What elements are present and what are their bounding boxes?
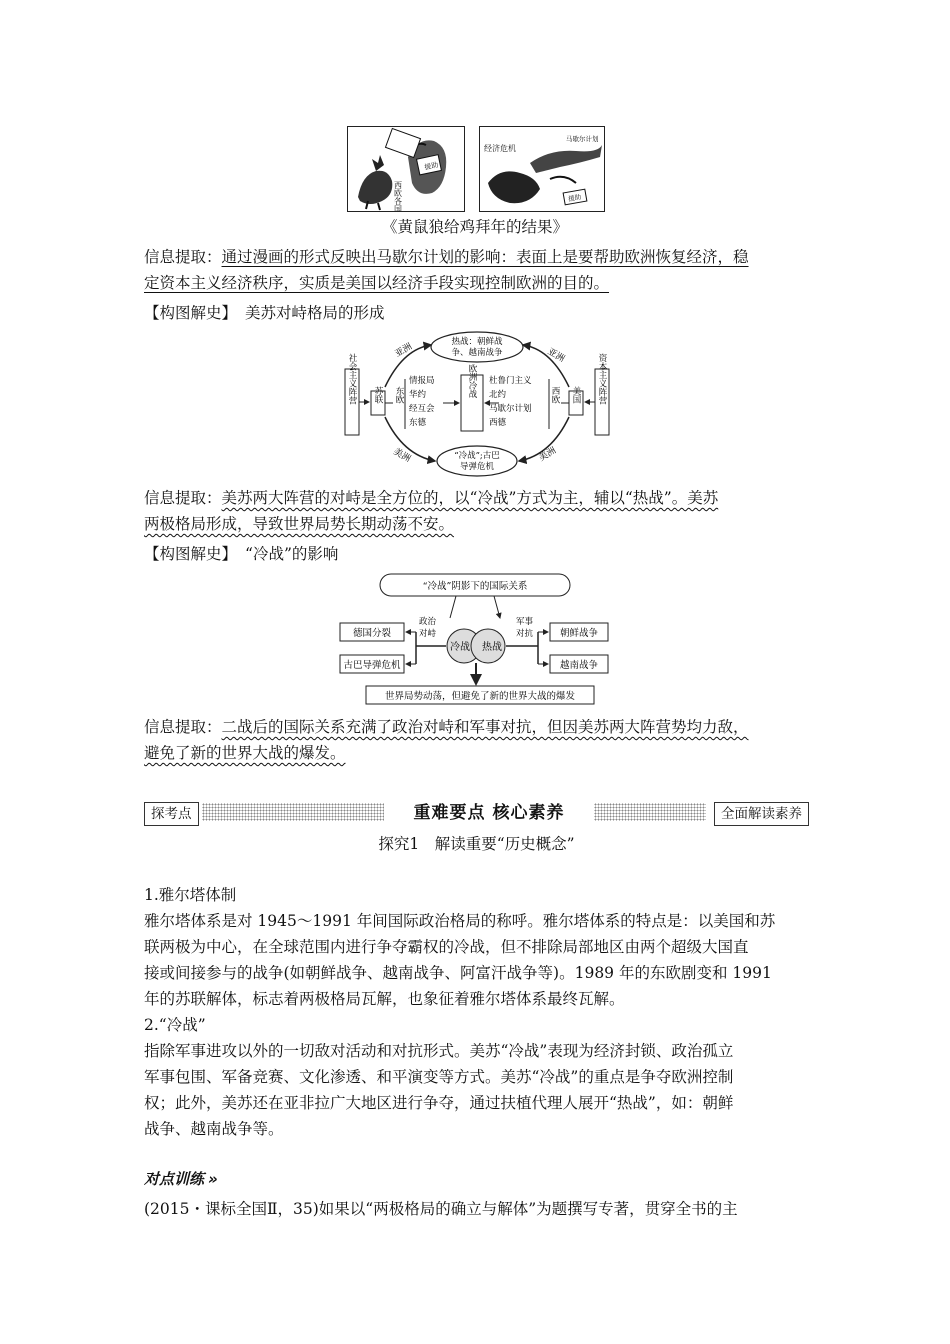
bar-right-label: 全面解读素养 — [714, 802, 809, 826]
left-camp: 社会主义阵营 — [347, 353, 357, 405]
hot-war-circle: 热战 — [482, 642, 502, 653]
bar-left-label: 探考点 — [144, 802, 199, 826]
right-item: 西德 — [489, 418, 507, 428]
korean-war: 朝鲜战争 — [559, 628, 599, 639]
cold-war-top: “冷战”阴影下的国际关系 — [422, 581, 528, 592]
right-item: 马歇尔计划 — [489, 404, 532, 414]
outcome-box: 世界局势动荡，但避免了新的世界大战的爆发 — [384, 691, 576, 702]
left-item: 华约 — [409, 390, 427, 400]
political-confront-2: 对峙 — [418, 629, 436, 639]
military-confront-2: 对抗 — [516, 629, 534, 639]
diagram-confrontation — [343, 331, 611, 477]
explore-title: 探究1 解读重要“历史概念” — [378, 835, 575, 853]
right-item: 北约 — [489, 390, 507, 400]
europe-cold-war: 欧洲冷战 — [467, 364, 477, 398]
svg-text:援助: 援助 — [567, 193, 582, 204]
info-extract-2: 信息提取：美苏两大阵营的对峙是全方位的，以“冷战”方式为主，辅以“热战”。美苏 两极格局形成，导致世界局势长期动荡不安。 — [144, 489, 719, 533]
info-extract-1: 信息提取：通过漫画的形式反映出马歇尔计划的影响：表面上是要帮助欧洲恢复经济，稳 定资本主义经济秩序，实质是美国以经济手段实现控制欧洲的目的。 — [144, 248, 749, 292]
cartoon-right-panel — [479, 126, 605, 212]
arc-label-america-right: 美洲 — [537, 445, 559, 464]
info-prefix: 信息提取： — [144, 248, 222, 266]
cold-war-circle: 冷战 — [450, 642, 470, 653]
yalta-section: 1.雅尔塔体制 雅尔塔体系是对 1945～1991 年间国际政治格局的称呼。雅尔塔体系的特点是：以美国和苏 联两极为中心，在全球范围内进行争夺霸权的冷战，但不排除局部地区由两个超级大国直 接或间接参与的战争(如朝鲜战争、越南战争、阿富汗战争等)。1989 年的东欧剧变和 1991 年的苏联解体，标志着两极格局瓦解，也象征着雅尔塔体系最终瓦解。 — [144, 882, 809, 1012]
cuban-missile-crisis: 古巴导弹危机 — [343, 660, 401, 671]
west-europe: 西欧 — [550, 386, 560, 404]
cartoon-caption: 《黄鼠狼给鸡拜年的结果》 — [381, 218, 568, 236]
diagram-cold-war-impact — [336, 572, 614, 708]
left-item: 东德 — [409, 418, 427, 428]
right-camp: 资本主义阵营 — [597, 353, 607, 405]
hot-war-line2: 争、越南战争 — [451, 348, 503, 358]
section-bar — [144, 799, 809, 827]
arc-label-asia-left: 亚洲 — [393, 341, 415, 360]
military-confront-1: 军事 — [516, 617, 534, 627]
hot-war-line1: 热战：朝鲜战 — [451, 337, 503, 347]
bar-center-title: 重难要点 核心素养 — [413, 803, 565, 823]
left-item: 经互会 — [409, 404, 435, 414]
svg-text:援助: 援助 — [423, 160, 440, 172]
cartoon-right-label: 经济危机 — [484, 144, 516, 153]
east-europe: 东欧 — [394, 386, 404, 404]
cold-war-bottom-line2: 导弹危机 — [459, 462, 495, 472]
svg-text:马歇尔计划: 马歇尔计划 — [566, 135, 599, 143]
info-extract-3: 信息提取：二战后的国际关系充满了政治对峙和军事对抗，但因美苏两大阵营势均力敌， 避免了新的世界大战的爆发。 — [144, 718, 749, 762]
yalta-heading: 1.雅尔塔体制 — [144, 886, 237, 904]
section-heading-1: 【构图解史】 美苏对峙格局的形成 — [144, 304, 385, 322]
vietnam-war: 越南战争 — [559, 660, 599, 671]
german-division: 德国分裂 — [352, 628, 392, 639]
question-text: (2015・课标全国Ⅱ，35)如果以“两极格局的确立与解体”为题撰写专著，贯穿全书的主 — [144, 1200, 738, 1218]
cartoon-left-panel — [347, 126, 465, 212]
left-item: 情报局 — [409, 376, 435, 386]
cold-war-bottom-line1: “冷战”;古巴 — [454, 451, 500, 461]
double-chevron-icon: » — [208, 1170, 218, 1188]
ussr-box: 苏联 — [373, 386, 383, 404]
cartoon-left-label: 西欧各国 — [393, 181, 403, 211]
section-heading-2: 【构图解史】 “冷战”的影响 — [144, 545, 339, 563]
training-label: 对点训练 » — [144, 1170, 218, 1188]
coldwar-section: 2.“冷战” 指除军事进攻以外的一切敌对活动和对抗形式。美苏“冷战”表现为经济封锁、政治孤立 军事包围、军备竞赛、文化渗透、和平演变等方式。美苏“冷战”的重点是争夺欧洲控制 权；此外，美苏还在亚非拉广大地区进行争夺，通过扶植代理人展开“热战”，如：朝鲜 战争、越南战争等。 — [144, 1012, 809, 1142]
political-confront-1: 政治 — [418, 617, 436, 627]
usa-box: 美国 — [571, 386, 581, 404]
arc-label-america-left: 美洲 — [391, 446, 413, 465]
right-item: 杜鲁门主义 — [489, 376, 532, 386]
coldwar-heading: 2.“冷战” — [144, 1016, 206, 1034]
arc-label-asia-right: 亚洲 — [545, 346, 567, 365]
